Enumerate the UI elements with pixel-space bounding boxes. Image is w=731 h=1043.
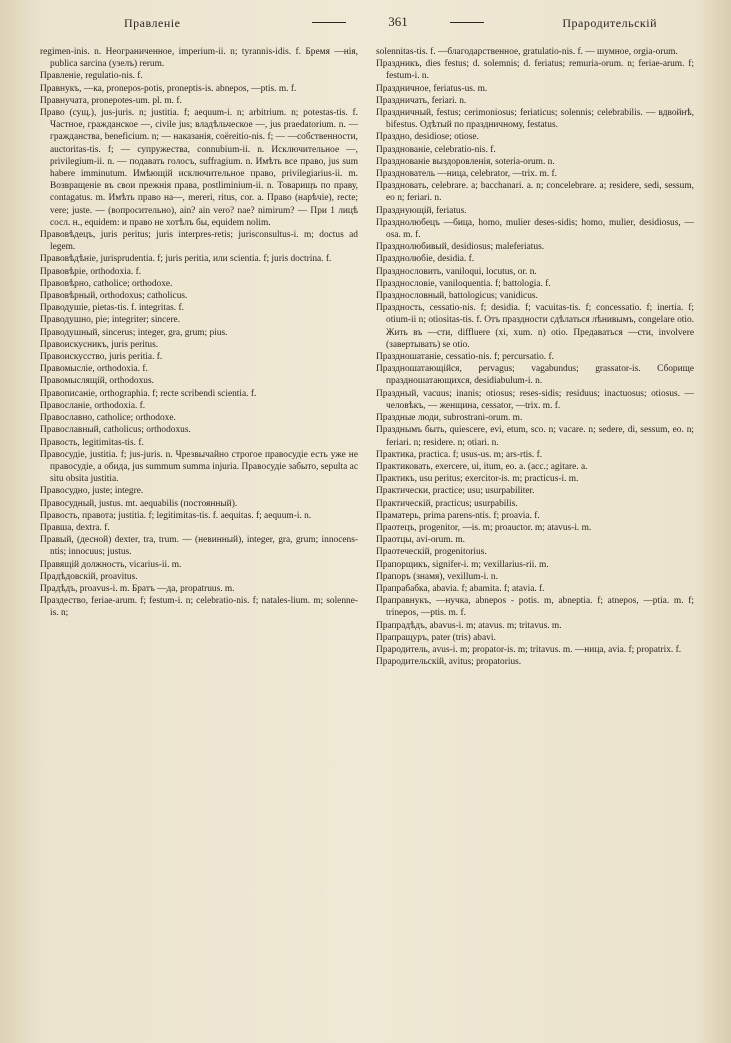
dictionary-entry: Празднующій, feriatus. [376,205,467,216]
header-left-word: Правленіе [124,16,181,30]
dictionary-entry: Правость, legitimitas-tis. f. [40,437,144,448]
dictionary-entry: Праотцы, avi-orum. m. [376,535,465,546]
dictionary-entry: Праздество, feriae-arum. f; festum-i. n; celebratio-nis. f; natales-lium. m; solenne-is. n; [40,596,358,619]
dictionary-entry: Праводушіе, pietas-tis. f. integritas. f. [40,303,184,314]
dictionary-entry: Празднолюбивый, desidiosus; maleferiatus. [376,242,545,253]
dictionary-entry: Прапрабабка, abavia. f; abamita. f; atavia. f. [376,583,545,594]
page-header [40,14,695,38]
dictionary-entry: Правосудный, justus. mt. aequabilis (постоянный). [40,498,238,509]
dictionary-entry: Празднымъ быть, quiescere, evi, etum, sco. n; vacare. n; sedere, di, sessum, eo. n; feriari. n; residere. n; otiari. n. [376,425,694,448]
dictionary-entry: Правость, правота; justitia. f; legitimitas-tis. f. aequitas. f; aequum-i. n. [40,510,312,521]
dictionary-entry: Празднословіе, vaniloquentia. f; battologia. f. [376,278,551,289]
dictionary-entry: Праздношатающійся, pervagus; vagabundus; grassator-is. Сборище праздношатающихся, desidiabulum-i. n. [376,364,694,387]
dictionary-entry: Праотеческій, progenitorius. [376,547,487,558]
dictionary-entry: Празднословный, battologicus; vanidicus. [376,291,538,302]
dictionary-entry: Прадѣдъ, proavus-i. m. Братъ —да, propatruus. m. [40,583,235,594]
dictionary-entry: Правоискусникъ, juris peritus. [40,339,159,350]
dictionary-entry: Правосланіе, orthodoxia. f. [40,400,146,411]
dictionary-entry: Практика, practica. f; usus-us. m; ars-rtis. f. [376,449,543,460]
dictionary-entry: Правша, dextra. f. [40,522,110,533]
dictionary-entry: Правовѣрно, catholice; orthodoxe. [40,278,173,289]
dictionary-entry: Праводушный, sincerus; integer, gra, grum; pius. [40,327,228,338]
dictionary-entry: Праздникъ, dies festus; d. solemnis; d. feriatus; remuria-orum. n; feriae-arum. f; festum-i. n. [376,59,694,82]
dictionary-entry: Праздно, desidiose; otiose. [376,132,479,143]
dictionary-entry: Праправнукъ, —нучка, abnepos - potis. m, abneptia. f; atnepos, —ptia. m. f; trinepos, —ptis. m. f. [376,596,694,619]
dictionary-entry: Праздничный, festus; cerimoniosus; feriaticus; solennis; celebrabilis. — вдвойнѣ, bifestus. Одѣтый по праздничному, festatus. [376,108,694,131]
dictionary-entry: Правнучата, pronepotes-um. pl. m. f. [40,95,182,106]
dictionary-entry: regimen-inis. n. Неограниченное, imperium-ii. n; tyrannis-idis. f. Бремя —нія, publica sarcina (узелъ) rerum. [40,47,358,70]
dictionary-entry: Праводушно, pie; integriter; sincere. [40,315,181,326]
dictionary-entry: Правый, (десной) dexter, tra, trum. — (невинный), integer, gra, grum; innocens-ntis; innocuus; justus. [40,535,358,558]
dictionary-entry: Правомысліе, orthodoxia. f. [40,364,148,375]
dictionary-entry: Правовѣрный, orthodoxus; catholicus. [40,291,188,302]
dictionary-entry: Практически, practice; usu; usurpabiliter. [376,486,535,497]
right-column [376,46,694,668]
dictionary-entry: Праздничать, feriari. n. [376,95,467,106]
dictionary-entry: Правнукъ, —ка, pronepos-potis, proneptis-is. abnepos, —ptis. m. f. [40,83,297,94]
dictionary-entry: Православный, catholicus; orthodoxus. [40,425,191,436]
dictionary-entry: Практическій, practicus; usurpabilis. [376,498,518,509]
dictionary-entry: Празднолюбецъ —бица, homo, mulier deses-sidis; homo, mulier, desidiosus, —osa. m. f. [376,217,694,241]
dictionary-entry: Прародитель, avus-i. m; propator-is. m; tritavus. m. —ница, avia. f; propatrix. f. [376,644,682,655]
dictionary-entry: Праздношатаніе, cessatio-nis. f; percursatio. f. [376,352,554,363]
dictionary-entry: Правописаніе, orthographia. f; recte scribendi scientia. f. [40,388,257,399]
left-column [40,46,358,668]
dictionary-entry: Праздность, cessatio-nis. f; desidia. f; vacuitas-tis. f; concessatio. f; inertia. f; otium-ii n; otiositas-tis. f. Отъ праздности сдѣлаться лѣнивымъ, congelare otio. Жить въ —сти, diffluere (xi, xum. n) otio. Предаваться —сти, involvere (завертывать) se otio. [376,303,694,350]
dictionary-entry: Правоискусство, juris peritia. f. [40,352,163,363]
dictionary-entry: Праздные люди, subrostrani-orum. m. [376,413,523,424]
dictionary-entry: Празднословить, vaniloqui, locutus, or. n. [376,266,537,277]
columns [40,46,695,668]
dictionary-entry: Прадѣдовскій, proavitus. [40,571,138,582]
dictionary-entry: Правовѣдецъ, juris peritus; juris interpres-retis; jurisconsultus-i. m; doctus ad legem. [40,230,358,253]
dictionary-entry: Праздный, vacuus; inanis; otiosus; reses-sidis; residuus; inactuosus; otiosus. — человѣкъ, — женщина, cessator, —trix. m. f. [376,388,694,411]
dictionary-entry: Правовѣріе, orthodoxia. f. [40,266,142,277]
dictionary-entry: Прапоръ (знамя), vexillum-i. n. [376,571,498,582]
dictionary-entry: Правящій должность, vicarius-ii. m. [40,559,182,570]
dictionary-entry: Прародительскій, avitus; propatorius. [376,657,522,668]
dictionary-entry: Празднованіе, celebratio-nis. f. [376,144,496,155]
dictionary-entry: Правовѣдѣніе, jurisprudentia. f; juris peritia, или scientia. f; juris doctrina. f. [40,254,332,265]
dictionary-entry: Празднователь —ница, celebrator, —trix. m. f. [376,169,557,180]
dictionary-entry: Праздничное, feriatus-us. m. [376,83,488,94]
dictionary-entry: Православно, catholice; orthodoxe. [40,413,176,424]
dictionary-entry: Празднолюбіе, desidia. f. [376,254,475,265]
dictionary-entry: Практикъ, usu peritus; exercitor-is. m; practicus-i. m. [376,474,579,485]
dictionary-entry: Правосудіе, justitia. f; jus-juris. n. Чрезвычайно строгое правосудіе есть уже не правосудіе, а обида, jus summum summa injuria. Правосудіе забыто, sepulta ac situ obsita justitia. [40,449,358,485]
page-number: 361 [350,14,446,30]
dictionary-entry: Правосудно, juste; integre. [40,486,144,497]
dictionary-entry: Прапорщикъ, signifer-i. m; vexillarius-rii. m. [376,559,549,570]
dictionary-entry: Правомыслящій, orthodoxus. [40,376,154,387]
dictionary-entry: Прапрадѣдъ, abavus-i. m; atavus. m; tritavus. m. [376,620,562,631]
dictionary-entry: Праздновать, celebrare. a; bacchanari. a. n; concelebrare. a; residere, sedi, sessum, eo n; feriari. n. [376,181,694,204]
header-right-word: Прародительскій [562,16,657,30]
dictionary-entry: Право (сущ.), jus-juris. n; justitia. f; aequum-i. n; arbitrium. n; potestas-tis. f. Частное, гражданское —, civile jus; владѣльческое —, jus praedatorium. n. — гражданства, beneficium. n; — наказанія, coëreitio-nis. f; — —собственности, auctoritas-tis. f; — супружества, connubium-ii. n. Исключительное —, privilegium-ii. n. — подавать голосъ, suffragium. n. Имѣть все право, jus sum habere imminutum. Имѣющій исключительное право, privilegiarius-ii. m. Возвращеніе въ свои прежнія права, postliminium-ii. n. Товарищъ по праву, contagatus. m. Имѣть право на—, mereri, ritus, cor. a. Право (нарѣчіе), recte; vere; juste. — (вопросительно), ain? ain vero? nae? nimirum? — При 1 лицѣ сосл. н., equidem: и право не хотѣлъ бы, equidem nolim. [40,108,358,228]
dictionary-entry: Практиковать, exercere, ui, itum, eo. a. (acc.; agitare. a. [376,461,588,472]
dictionary-entry: Празднованіе выздоровленія, soteria-orum. n. [376,156,555,167]
dictionary-entry: Правленіе, regulatio-nis. f. [40,71,143,82]
dictionary-entry: Прапращуръ, pater (tris) abavi. [376,632,496,643]
dictionary-entry: Праотецъ, progenitor, —is. m; proauctor. m; atavus-i. m. [376,522,592,533]
dictionary-entry: Праматерь, prima parens-ntis. f; proavia. f. [376,510,540,521]
dictionary-entry: solennitas-tis. f. —благодарственное, gratulatio-nis. f. — шумное, orgia-orum. [376,47,678,57]
